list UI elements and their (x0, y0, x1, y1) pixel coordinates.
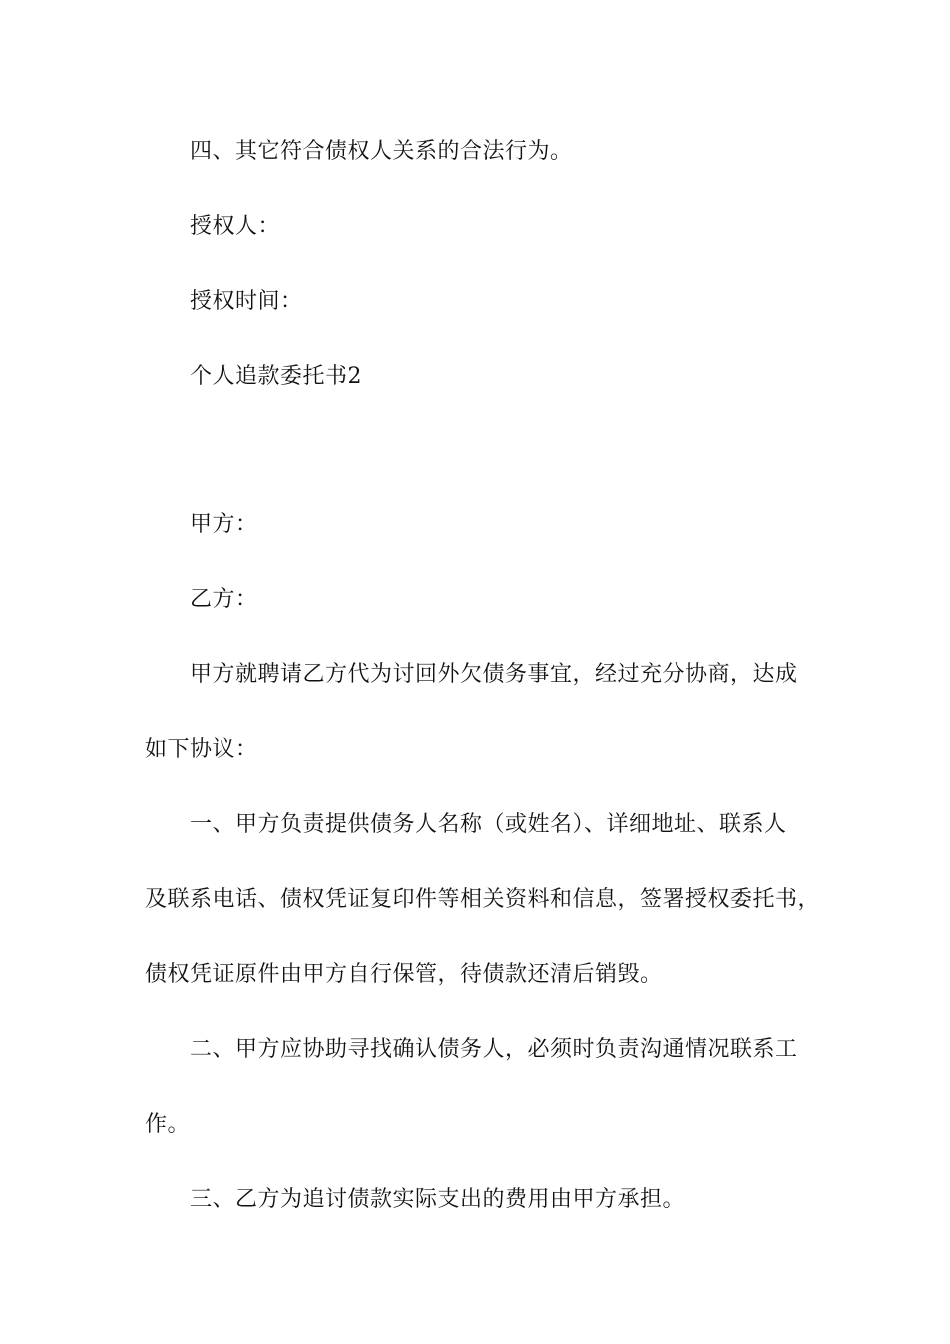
intro-paragraph-line-2: 如下协议： (145, 737, 258, 762)
clause-three-text: 三、乙方为追讨债款实际支出的费用由甲方承担。 (190, 1187, 686, 1212)
authorization-time-label: 授权时间： (190, 289, 303, 314)
party-b-label: 乙方： (190, 587, 258, 612)
clause-one-line-3: 债权凭证原件由甲方自行保管，待债款还清后销毁。 (145, 962, 663, 987)
clause-two-line-2: 作。 (145, 1112, 191, 1137)
clause-two-line-1: 二、甲方应协助寻找确认债务人，必须时负责沟通情况联系工 (190, 1037, 798, 1062)
intro-paragraph-line-1: 甲方就聘请乙方代为讨回外欠债务事宜，经过充分协商，达成 (190, 662, 798, 687)
document-title: 个人追款委托书2 (190, 364, 362, 389)
clause-one-line-2: 及联系电话、债权凭证复印件等相关资料和信息，签署授权委托书， (145, 887, 821, 912)
party-a-label: 甲方： (190, 512, 258, 537)
clause-one-line-1: 一、甲方负责提供债务人名称（或姓名）、详细地址、联系人 (190, 812, 787, 837)
clause-four-text: 四、其它符合债权人关系的合法行为。 (190, 139, 573, 164)
authorizer-label: 授权人： (190, 214, 281, 239)
